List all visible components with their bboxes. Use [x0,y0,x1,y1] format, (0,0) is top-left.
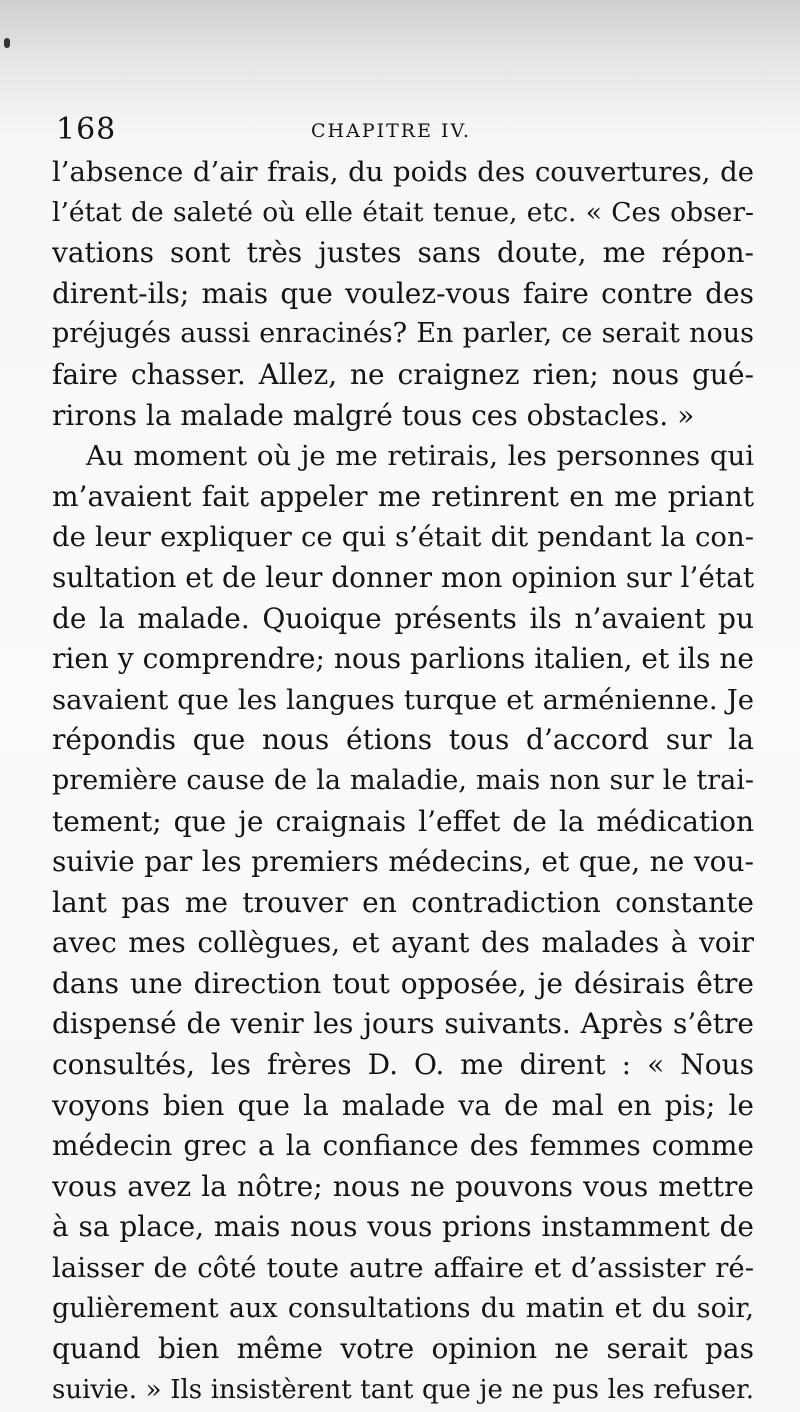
text-line: médecin grec a la confiance des femmes comme [52,1129,754,1163]
text-line: tement; que je craignais l’effet de la médication [52,804,754,838]
page-header [56,112,756,152]
text-line: avec mes collègues, et ayant des malades à voir [52,926,754,960]
text-line: l’absence d’air frais, du poids des couvertures, de [52,156,754,188]
text-line: préjugés aussi enracinés? En parler, ce serait nous [52,318,754,350]
text-line: de la malade. Quoique présents ils n’avaient pu [52,601,754,635]
text-line: suivie. » Ils insistèrent tant que je ne pus les refuser. [52,1374,754,1405]
text-line: à sa place, mais nous vous prions instamment de [52,1210,754,1244]
text-line: lant pas me trouver en contradiction constante [52,885,754,919]
text-line: gulièrement aux consultations du matin et du soir, [52,1292,754,1324]
text-line: laisser de côté toute autre affaire et d’assister ré- [52,1252,754,1285]
text-line: dispensé de venir les jours suivants. Après s’être [52,1007,754,1041]
text-line: m’avaient fait appeler me retinrent en me priant [52,479,754,513]
text-line: répondis que nous étions tous d’accord sur la [52,723,754,757]
text-line: faire chasser. Allez, ne craignez rien; nous gué- [52,357,754,391]
running-head: CHAPITRE IV. [311,120,471,142]
text-line: dirent-ils; mais que voulez-vous faire contre des [52,276,754,310]
text-line: rirons la malade malgré tous ces obstacles. » [52,398,695,432]
text-line: l’état de saleté où elle était tenue, etc. « Ces obser- [52,196,754,228]
text-line: consultés, les frères D. O. me dirent : « Nous [52,1048,754,1082]
text-line: rien y comprendre; nous parlions italien, et ils ne [52,642,754,676]
text-line: suivie par les premiers médecins, et que, ne vou- [52,845,754,879]
text-line: sultation et de leur donner mon opinion sur l’état [52,560,754,594]
text-line: savaient que les langues turque et arménienne. Je [52,683,754,716]
text-line: vations sont très justes sans doute, me répon- [52,236,754,270]
text-line: quand bien même votre opinion ne serait pas [52,1332,754,1366]
text-line: dans une direction tout opposée, je désirais être [52,966,754,1000]
text-line: vous avez la nôtre; nous ne pouvons vous mettre [52,1169,754,1203]
text-line: de leur expliquer ce qui s’était dit pendant la con- [52,521,754,554]
text-line: Au moment où je me retirais, les personnes qui [86,440,754,473]
text-line: voyons bien que la malade va de mal en pis; le [52,1088,754,1122]
ink-speck [4,38,10,48]
body-text [52,152,754,1410]
text-line: première cause de la maladie, mais non sur le trai- [52,764,754,796]
page-number: 168 [56,112,117,147]
